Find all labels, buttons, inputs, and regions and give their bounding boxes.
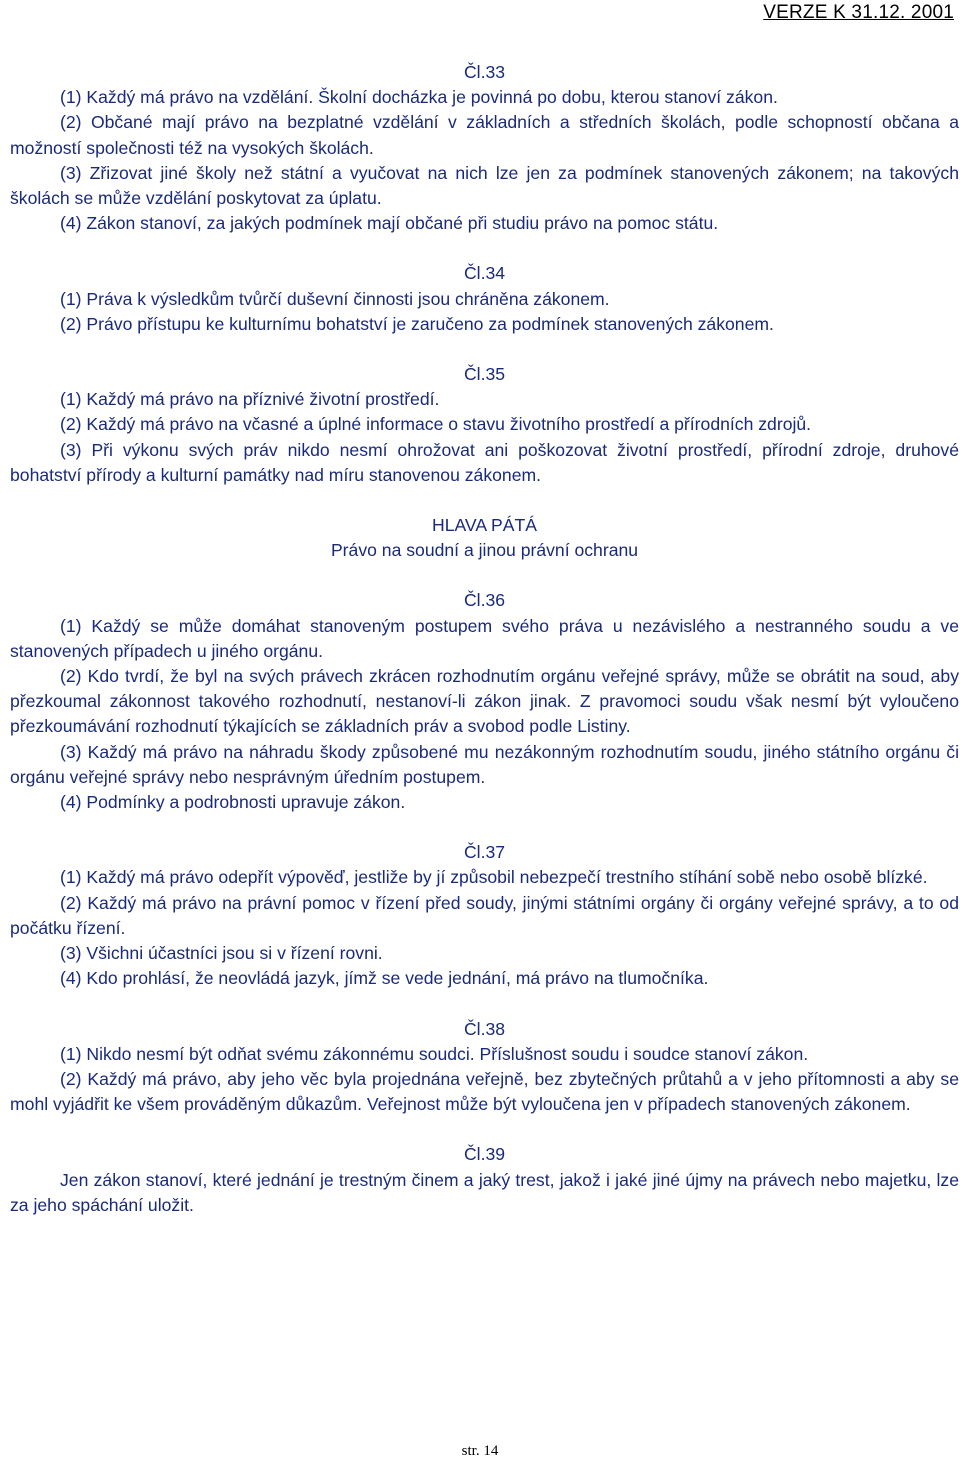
article-section [10, 563, 959, 815]
article-paragraph: (2) Každý má právo, aby jeho věc byla projednána veřejně, bez zbytečných průtahů a v jeho přítomnosti a aby se mohl vyjádřit ke všem prováděným důkazům. Veřejnost může být vyloučena jen v případech stanovených zákonem. [10, 1068, 959, 1115]
article-paragraph: (2) Kdo tvrdí, že byl na svých právech zkrácen rozhodnutím orgánu veřejné správy, může se obrátit na soud, aby přezkoumal zákonnost takového rozhodnutí, nestanoví-li zákon jinak. Z pravomoci soudu však nesmí být vyloučeno přezkoumávání rozhodnutí týkajících se základních práv a svobod podle Listiny. [10, 666, 959, 737]
article-section [10, 992, 959, 1118]
article-paragraph: (1) Nikdo nesmí být odňat svému zákonnému soudci. Příslušnost soudu i soudce stanoví zákon. [60, 1043, 809, 1064]
article-title: Čl.39 [463, 1144, 506, 1165]
version-header: VERZE K 31.12. 2001 [763, 2, 954, 23]
article-paragraph: (2) Každý má právo na právní pomoc v řízení před soudy, jinými státními orgány či orgány veřejné správy, a to od počátku řízení. [10, 892, 959, 938]
article-title: Čl.38 [463, 1018, 506, 1039]
article-paragraph: (1) Každý se může domáhat stanoveným postupem svého práva u nezávislého a nestranného soudu a ve stanovených případech u jiného orgánu. [10, 615, 959, 661]
article-section [10, 1117, 959, 1218]
article-paragraph: (1) Každý má právo na příznivé životní prostředí. [60, 389, 440, 410]
article-section [10, 236, 959, 337]
article-paragraph: (3) Každý má právo na náhradu škody způsobené mu nezákonným rozhodnutím soudu, jiného státního orgánu či orgánu veřejné správy nebo nesprávným úředním postupem. [10, 741, 959, 787]
page-number: str. 14 [461, 1443, 499, 1459]
article-title: Čl.35 [463, 364, 506, 385]
article-paragraph: (4) Podmínky a podrobnosti upravuje zákon. [60, 792, 406, 813]
article-paragraph: (4) Kdo prohlásí, že neovládá jazyk, jímž se vede jednání, má právo na tlumočníka. [60, 968, 709, 989]
section-gap [10, 488, 959, 513]
section-gap [10, 563, 959, 588]
article-paragraph: (1) Práva k výsledkům tvůrčí duševní činnosti jsou chráněna zákonem. [60, 288, 610, 309]
article-paragraph: (2) Právo přístupu ke kulturnímu bohatství je zaručeno za podmínek stanovených zákonem. [60, 313, 774, 334]
article-paragraph: (4) Zákon stanoví, za jakých podmínek mají občané při studiu právo na pomoc státu. [60, 213, 719, 234]
article-paragraph: (1) Každý má právo na vzdělání. Školní docházka je povinná po dobu, kterou stanoví zákon. [60, 87, 778, 108]
chapter-title: HLAVA PÁTÁ [432, 515, 537, 536]
section-gap [10, 815, 959, 840]
article-paragraph: (1) Každý má právo odepřít výpověď, jestliže by jí způsobil nebezpečí trestního stíhání sobě nebo osobě blízké. [60, 867, 928, 888]
article-paragraph: (3) Všichni účastníci jsou si v řízení rovni. [60, 943, 383, 964]
document-body [10, 60, 959, 1218]
article-paragraph: (3) Při výkonu svých práv nikdo nesmí ohrožovat ani poškozovat životní prostředí, přírodní zdroje, druhové bohatství přírody a kulturní památky nad míru stanovenou zákonem. [10, 439, 959, 485]
section-gap [10, 992, 959, 1017]
article-title: Čl.36 [463, 590, 506, 611]
article-section [10, 815, 959, 991]
article-paragraph: (3) Zřizovat jiné školy než státní a vyučovat na nich lze jen za podmínek stanovených zákonem; na takových školách se může vzdělání poskytovat za úplatu. [10, 162, 959, 209]
article-paragraph: Jen zákon stanoví, které jednání je trestným činem a jaký trest, jakož i jaké jiné újmy na právech nebo majetku, lze za jeho spáchání uložit. [10, 1169, 959, 1215]
chapter-heading [10, 488, 959, 563]
section-gap [10, 1117, 959, 1142]
article-section [10, 60, 959, 236]
article-paragraph: (2) Občané mají právo na bezplatné vzdělání v základních a středních školách, podle schopností občana a možností společnosti též na vysokých školách. [10, 112, 959, 158]
article-title: Čl.33 [463, 62, 506, 82]
section-gap [10, 337, 959, 362]
section-gap [10, 236, 959, 261]
article-title: Čl.34 [463, 263, 506, 284]
article-section [10, 337, 959, 488]
chapter-subtitle: Právo na soudní a jinou právní ochranu [330, 540, 639, 561]
article-paragraph: (2) Každý má právo na včasné a úplné informace o stavu životního prostředí a přírodních zdrojů. [60, 414, 812, 435]
article-title: Čl.37 [463, 842, 506, 863]
